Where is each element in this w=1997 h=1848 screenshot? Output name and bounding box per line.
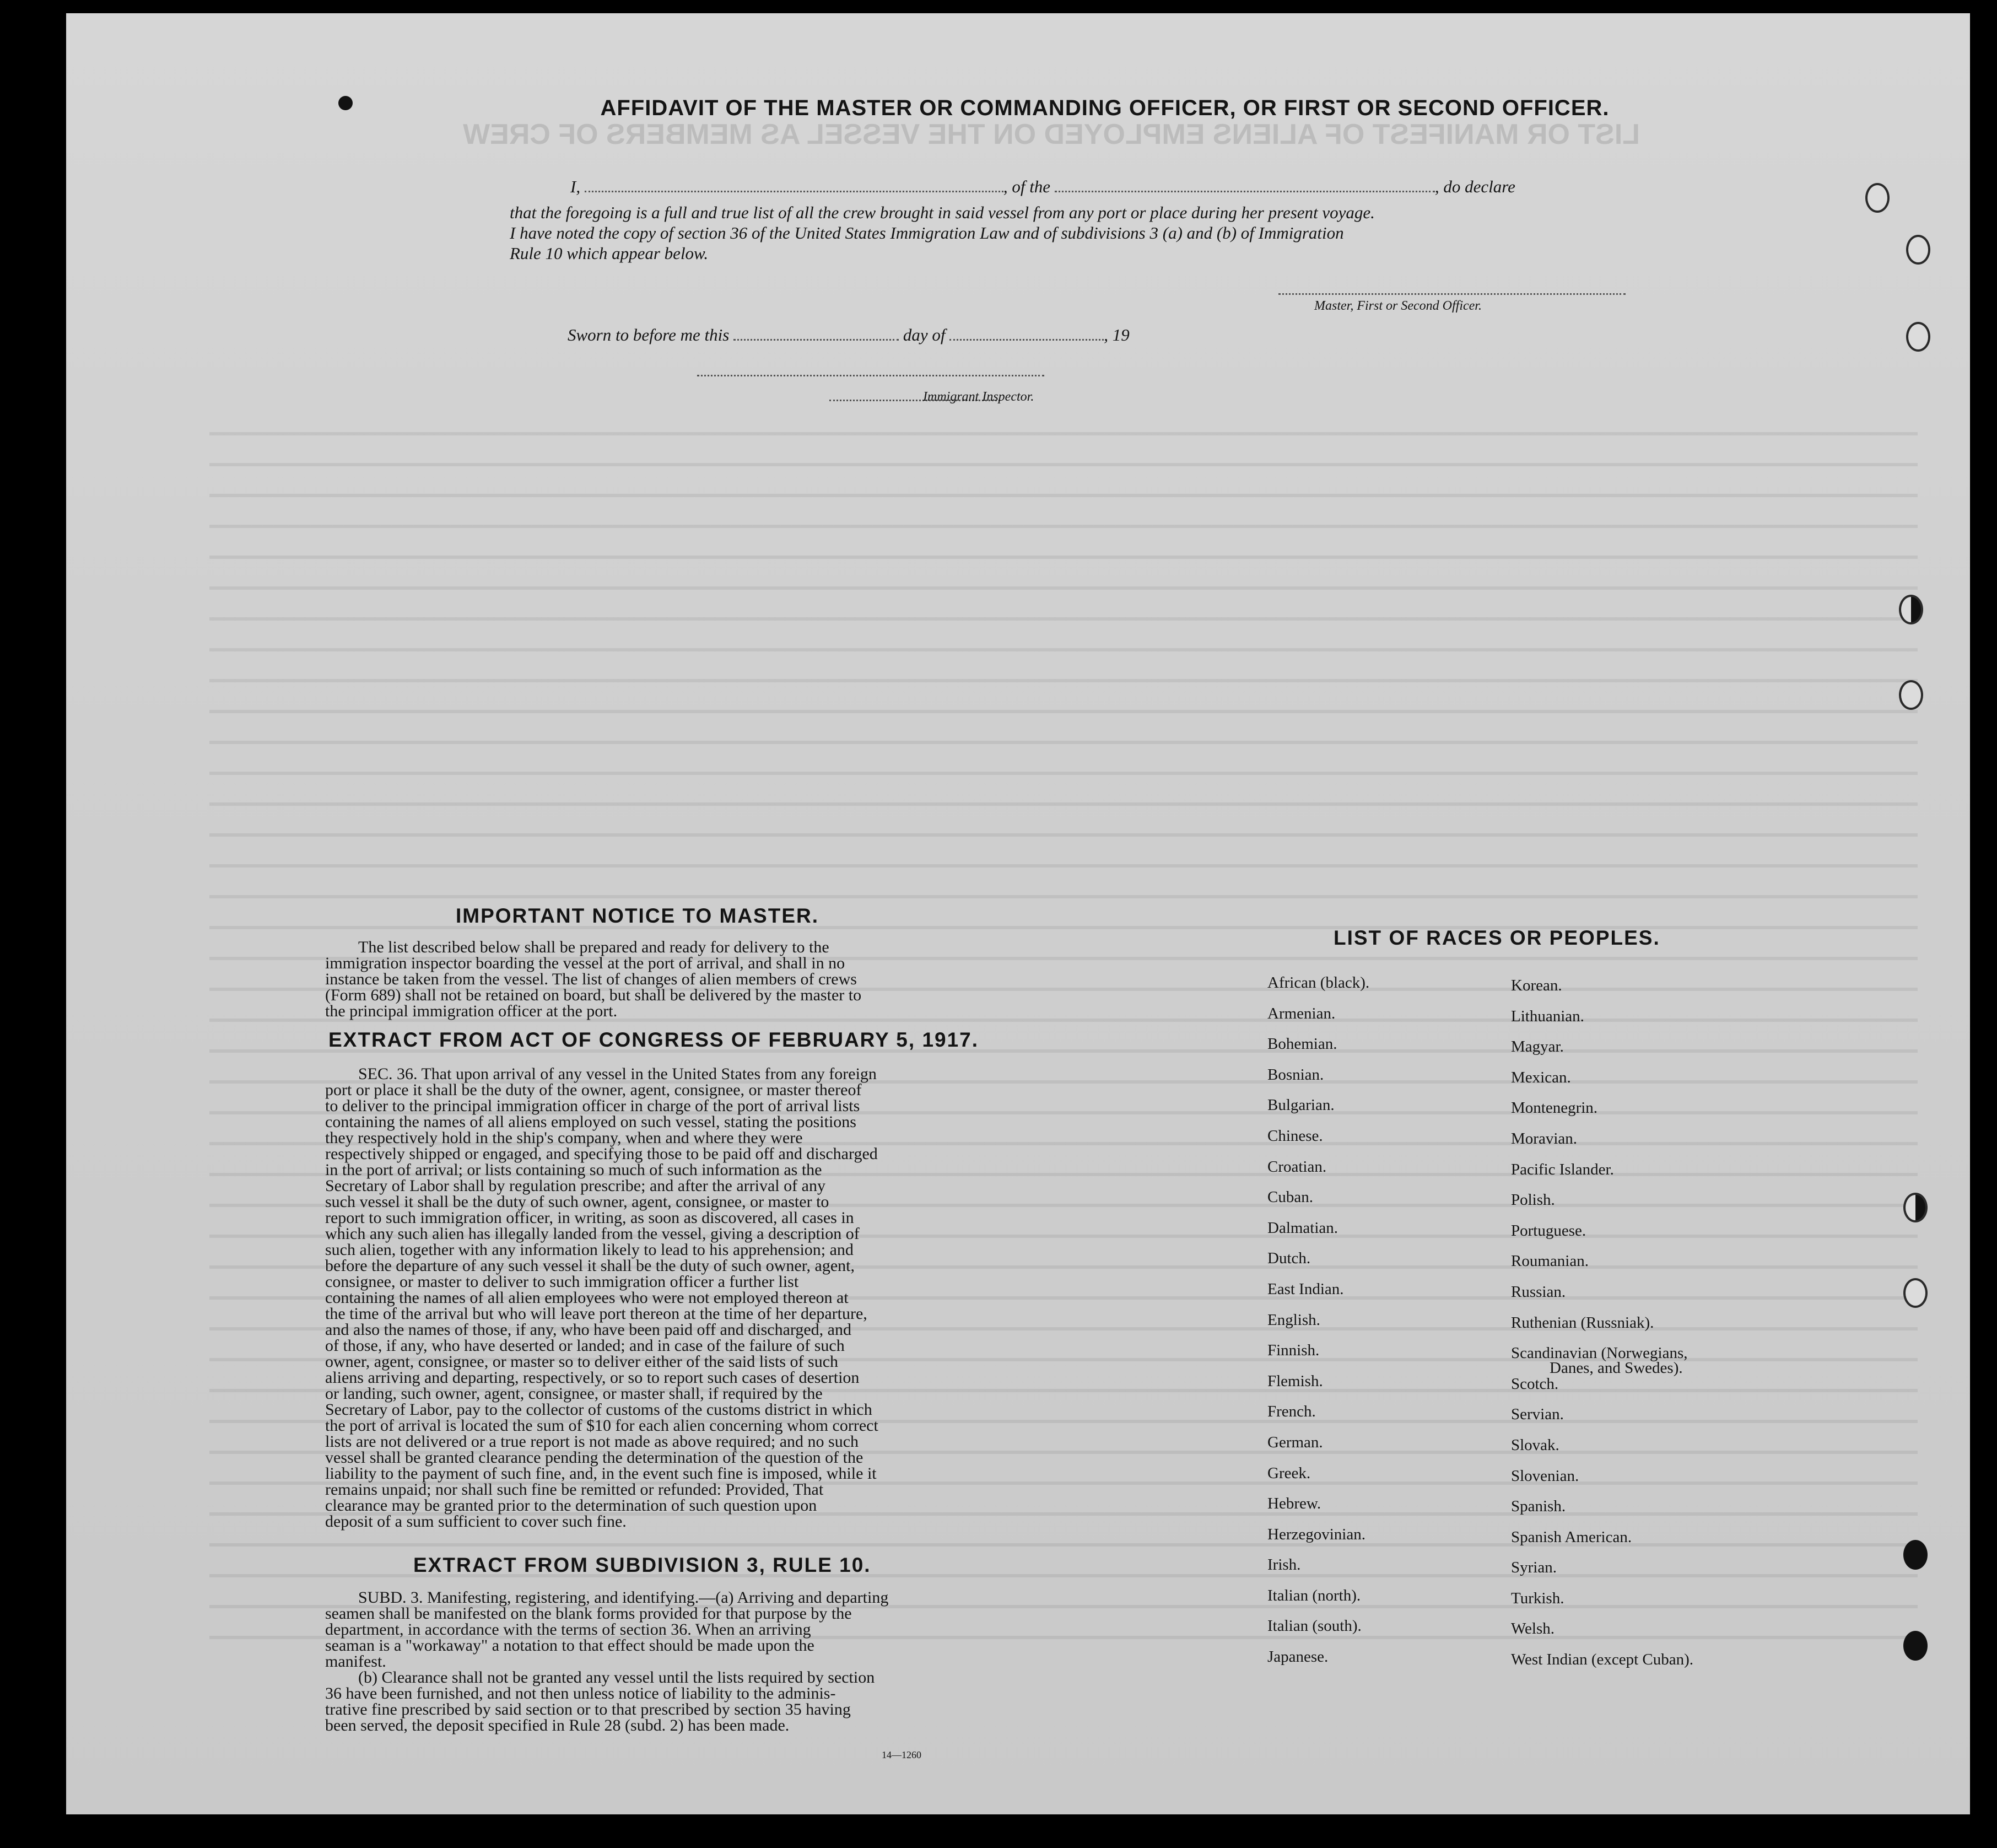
rule-line: (b) Clearance shall not be granted any vessel until the lists required by section <box>358 1668 875 1687</box>
document-page <box>66 13 1970 1814</box>
year-label: , 19 <box>1104 325 1130 344</box>
race-item: Dutch. <box>1267 1249 1311 1268</box>
race-item: Lithuanian. <box>1511 1007 1584 1025</box>
race-item: Herzegovinian. <box>1267 1525 1365 1543</box>
affidavit-declaration-line <box>570 176 1634 197</box>
race-item: Cuban. <box>1267 1188 1313 1206</box>
race-item: Bohemian. <box>1267 1035 1337 1053</box>
affidavit-title: AFFIDAVIT OF THE MASTER OR COMMANDING OFFICER, OR FIRST OR SECOND OFFICER. <box>600 96 1610 120</box>
punch-hole <box>1899 680 1923 710</box>
races-left-column <box>1267 974 1369 1679</box>
race-item: Turkish. <box>1511 1589 1564 1607</box>
races-heading: LIST OF RACES OR PEOPLES. <box>1334 926 1660 949</box>
race-item: Chinese. <box>1267 1127 1323 1145</box>
act-line: port or place it shall be the duty of the owner, agent, consignee, or master thereof <box>325 1081 862 1099</box>
act-line: and also the names of those, if any, who have been paid off and discharged, and <box>325 1321 851 1339</box>
race-item: Bulgarian. <box>1267 1096 1335 1114</box>
affidavit-i-label: I, <box>570 177 581 196</box>
rule-line: been served, the deposit specified in Rule 28 (subd. 2) has been made. <box>325 1716 790 1734</box>
sworn-day-field[interactable] <box>733 325 899 341</box>
rule-extract-heading: EXTRACT FROM SUBDIVISION 3, RULE 10. <box>413 1554 871 1576</box>
race-item: Japanese. <box>1267 1648 1329 1666</box>
race-item: Italian (south). <box>1267 1617 1362 1635</box>
race-item: French. <box>1267 1403 1316 1421</box>
act-line: containing the names of all alien employees who were not employed thereon at <box>325 1289 849 1307</box>
notice-line: instance be taken from the vessel. The list of changes of alien members of crews <box>325 970 857 988</box>
act-line: report to such immigration officer, in writing, as soon as discovered, all cases in <box>325 1209 854 1227</box>
race-item: German. <box>1267 1433 1323 1451</box>
race-item: Montenegrin. <box>1511 1099 1598 1117</box>
race-item: Italian (north). <box>1267 1586 1361 1604</box>
punch-hole <box>1903 1193 1928 1222</box>
act-line: clearance may be granted prior to the determination of such question upon <box>325 1496 817 1515</box>
affidavit-line-2: that the foregoing is a full and true list of all the crew brought in said vessel from any port or place during her present voyage. <box>510 203 1375 222</box>
notice-body <box>325 939 1029 1019</box>
race-item-line: Scandinavian (Norwegians, <box>1511 1344 1688 1362</box>
race-item: Polish. <box>1511 1191 1555 1209</box>
race-item: Croatian. <box>1267 1157 1327 1176</box>
race-item: Spanish American. <box>1511 1528 1632 1546</box>
race-item: East Indian. <box>1267 1280 1344 1298</box>
notice-line: (Form 689) shall not be retained on board, but shall be delivered by the master to <box>325 986 862 1004</box>
inspector-signature-field[interactable] <box>697 360 1044 376</box>
race-item: Welsh. <box>1511 1620 1555 1638</box>
act-line: which any such alien has illegally landed from the vessel, giving a description of <box>325 1225 860 1243</box>
act-line: deposit of a sum sufficient to cover such fine. <box>325 1512 627 1531</box>
race-item: Ruthenian (Russniak). <box>1511 1313 1654 1332</box>
race-item: African (black). <box>1267 974 1370 992</box>
race-item: Pacific Islander. <box>1511 1160 1614 1178</box>
sworn-line <box>568 325 1130 345</box>
act-line: containing the names of all aliens employed on such vessel, stating the positions <box>325 1113 856 1131</box>
rule-line: seaman is a "workaway" a notation to that effect should be made upon the <box>325 1636 814 1655</box>
inspector-label: Immigrant Inspector. <box>923 390 1034 404</box>
act-line: the port of arrival is located the sum of $10 for each alien concerning whom correct <box>325 1416 878 1435</box>
act-line: or landing, such owner, agent, consignee, or master shall, if required by the <box>325 1384 823 1403</box>
punch-hole <box>1903 1540 1928 1570</box>
race-item: English. <box>1267 1311 1320 1329</box>
races-right-column <box>1511 977 1693 1682</box>
race-item-scandinavian <box>1511 1344 1693 1375</box>
sworn-month-field[interactable] <box>949 325 1104 341</box>
race-item: Mexican. <box>1511 1068 1571 1086</box>
affidavit-do-declare-label: , do declare <box>1434 177 1515 196</box>
punch-hole <box>1906 235 1930 265</box>
race-item-line: Danes, and Swedes). <box>1550 1359 1683 1377</box>
affidavit-line-3: I have noted the copy of section 36 of the United States Immigration Law and of subdivisions 3 (a) and (b) of Immigration <box>510 223 1344 243</box>
race-item: Magyar. <box>1511 1038 1564 1056</box>
act-line: vessel shall be granted clearance pending the determination of the question of the <box>325 1448 863 1467</box>
race-item: Moravian. <box>1511 1129 1577 1147</box>
rule-line: department, in accordance with the terms of section 36. When an arriving <box>325 1620 811 1639</box>
act-line: such vessel it shall be the duty of such owner, agent, consignee, or master to <box>325 1193 829 1211</box>
rule-line: trative fine prescribed by said section or to that prescribed by section 35 having <box>325 1700 851 1718</box>
act-line: Secretary of Labor shall by regulation prescribe; and after the arrival of any <box>325 1177 825 1195</box>
act-line: lists are not delivered or a true report is not made as above required; and no such <box>325 1432 859 1451</box>
master-signature-label: Master, First or Second Officer. <box>1314 299 1482 313</box>
rule-line: manifest. <box>325 1652 386 1671</box>
vessel-name-field[interactable] <box>1055 176 1435 192</box>
act-line: in the port of arrival; or lists containing so much of such information as the <box>325 1161 822 1179</box>
sworn-label: Sworn to before me this <box>568 325 730 344</box>
act-line: remains unpaid; nor shall such fine be remitted or refunded: Provided, That <box>325 1480 824 1499</box>
notice-line: immigration inspector boarding the vessel at the port of arrival, and shall in no <box>325 954 845 972</box>
race-item: Flemish. <box>1267 1372 1323 1390</box>
punch-hole <box>1903 1278 1928 1308</box>
punch-hole <box>1906 322 1930 352</box>
race-item: Greek. <box>1267 1464 1311 1482</box>
punch-hole <box>1899 595 1923 624</box>
master-name-field[interactable] <box>585 176 1003 192</box>
day-of-label: day of <box>903 325 946 344</box>
ink-dot <box>338 96 353 110</box>
act-line: Secretary of Labor, pay to the collector of customs of the customs district in which <box>325 1400 872 1419</box>
affidavit-of-the-label: , of the <box>1003 177 1051 196</box>
rule-line: seamen shall be manifested on the blank forms provided for that purpose by the <box>325 1604 852 1623</box>
act-line: the time of the arrival but who will leave port thereon at the time of her departure, <box>325 1305 867 1323</box>
race-item: Korean. <box>1511 977 1562 994</box>
race-item: Roumanian. <box>1511 1252 1589 1270</box>
race-item: Armenian. <box>1267 1004 1336 1022</box>
act-line: respectively shipped or engaged, and specifying those to be paid off and discharged <box>325 1145 878 1163</box>
act-line: aliens arriving and departing, respectively, or so to report such cases of desertion <box>325 1369 860 1387</box>
master-signature-field[interactable] <box>1278 279 1626 295</box>
race-item: Dalmatian. <box>1267 1219 1338 1237</box>
race-item: West Indian (except Cuban). <box>1511 1651 1694 1669</box>
notice-line: The list described below shall be prepared and ready for delivery to the <box>358 938 829 956</box>
act-extract-body <box>325 1066 1029 1529</box>
race-item: Hebrew. <box>1267 1495 1321 1513</box>
punch-hole <box>1865 183 1890 213</box>
act-extract-heading: EXTRACT FROM ACT OF CONGRESS OF FEBRUARY 5, 1917. <box>328 1028 979 1051</box>
rule-line: 36 have been furnished, and not then unless notice of liability to the adminis- <box>325 1684 836 1702</box>
affidavit-line-4: Rule 10 which appear below. <box>510 244 709 263</box>
act-line: such alien, together with any information likely to lead to his apprehension; and <box>325 1241 854 1259</box>
act-line: to deliver to the principal immigration officer in charge of the port of arrival lists <box>325 1097 860 1115</box>
race-item: Russian. <box>1511 1283 1566 1301</box>
race-item: Slovenian. <box>1511 1467 1579 1485</box>
notice-line: the principal immigration officer at the port. <box>325 1002 618 1020</box>
race-item: Scotch. <box>1511 1375 1559 1393</box>
race-item: Bosnian. <box>1267 1065 1324 1084</box>
rule-extract-body <box>325 1590 1029 1733</box>
act-line: consignee, or master to deliver to such immigration officer a further list <box>325 1273 799 1291</box>
race-item: Finnish. <box>1267 1341 1320 1360</box>
race-item: Slovak. <box>1511 1436 1559 1454</box>
race-item: Spanish. <box>1511 1497 1566 1516</box>
rule-line: SUBD. 3. Manifesting, registering, and identifying.—(a) Arriving and departing <box>358 1588 889 1607</box>
race-item: Irish. <box>1267 1556 1301 1574</box>
act-line: SEC. 36. That upon arrival of any vessel in the United States from any foreign <box>358 1065 877 1083</box>
race-item: Servian. <box>1511 1405 1564 1424</box>
act-line: liability to the payment of such fine, and, in the event such fine is imposed, while it <box>325 1464 877 1483</box>
act-line: they respectively hold in the ship's company, when and where they were <box>325 1129 803 1147</box>
bleed-through-heading: LIST OR MANIFEST OF ALIENS EMPLOYED ON THE VESSEL AS MEMBERS OF CREW <box>463 118 1640 150</box>
race-item: Portuguese. <box>1511 1221 1586 1240</box>
punch-hole <box>1903 1631 1928 1661</box>
form-number: 14—1260 <box>882 1749 921 1760</box>
act-line: of those, if any, who have deserted or landed; and in case of the failure of such <box>325 1337 845 1355</box>
notice-heading: IMPORTANT NOTICE TO MASTER. <box>456 904 819 927</box>
act-line: before the departure of any such vessel it shall be the duty of such owner, agent, <box>325 1257 855 1275</box>
act-line: owner, agent, consignee, or master so to deliver either of the said lists of such <box>325 1353 839 1371</box>
race-item: Syrian. <box>1511 1559 1557 1577</box>
